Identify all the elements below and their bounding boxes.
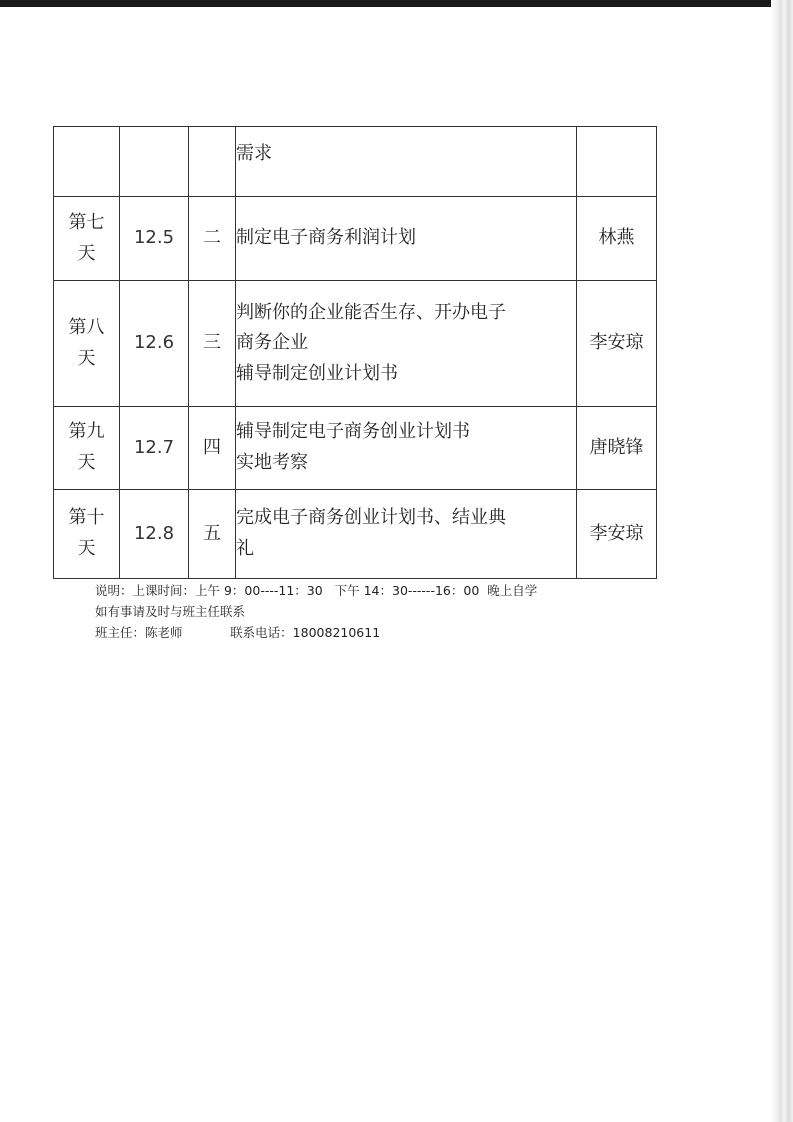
weekday-cell: 二 (189, 197, 236, 281)
teacher-cell: 唐晓锋 (577, 407, 657, 490)
weekday-cell: 三 (189, 281, 236, 407)
content-cell: 辅导制定电子商务创业计划书 实地考察 (236, 407, 577, 490)
teacher-cell: 李安琼 (577, 281, 657, 407)
day-cell: 第九 天 (54, 407, 120, 490)
table-row (54, 127, 657, 197)
table-row (54, 407, 657, 490)
content-cell: 需求 (236, 127, 577, 197)
table-row (54, 197, 657, 281)
date-cell: 12.7 (120, 407, 189, 490)
contact-advice-note: 如有事请及时与班主任联系 (95, 604, 246, 619)
schedule-notes (95, 580, 537, 643)
date-cell: 12.8 (120, 490, 189, 579)
table-row (54, 281, 657, 407)
weekday-cell: 四 (189, 407, 236, 490)
teacher-cell: 李安琼 (577, 490, 657, 579)
table-row (54, 490, 657, 579)
date-cell: 12.5 (120, 197, 189, 281)
content-cell: 制定电子商务利润计划 (236, 197, 577, 281)
training-schedule-table (53, 126, 657, 579)
teacher-cell (577, 127, 657, 197)
class-hours-note: 说明：上课时间：上午 9：00----11：30 下午 14：30------16：00 晚上自学 (95, 583, 538, 598)
day-cell (54, 127, 120, 197)
date-cell (120, 127, 189, 197)
scan-top-border (0, 0, 793, 7)
day-cell: 第十 天 (54, 490, 120, 579)
content-cell: 判断你的企业能否生存、开办电子 商务企业 辅导制定创业计划书 (236, 281, 577, 407)
day-cell: 第七 天 (54, 197, 120, 281)
head-teacher-contact: 班主任：陈老师 联系电话：18008210611 (95, 625, 381, 640)
day-cell: 第八 天 (54, 281, 120, 407)
content-cell: 完成电子商务创业计划书、结业典 礼 (236, 490, 577, 579)
weekday-cell: 五 (189, 490, 236, 579)
date-cell: 12.6 (120, 281, 189, 407)
scan-right-edge (771, 0, 793, 1122)
teacher-cell: 林燕 (577, 197, 657, 281)
weekday-cell (189, 127, 236, 197)
